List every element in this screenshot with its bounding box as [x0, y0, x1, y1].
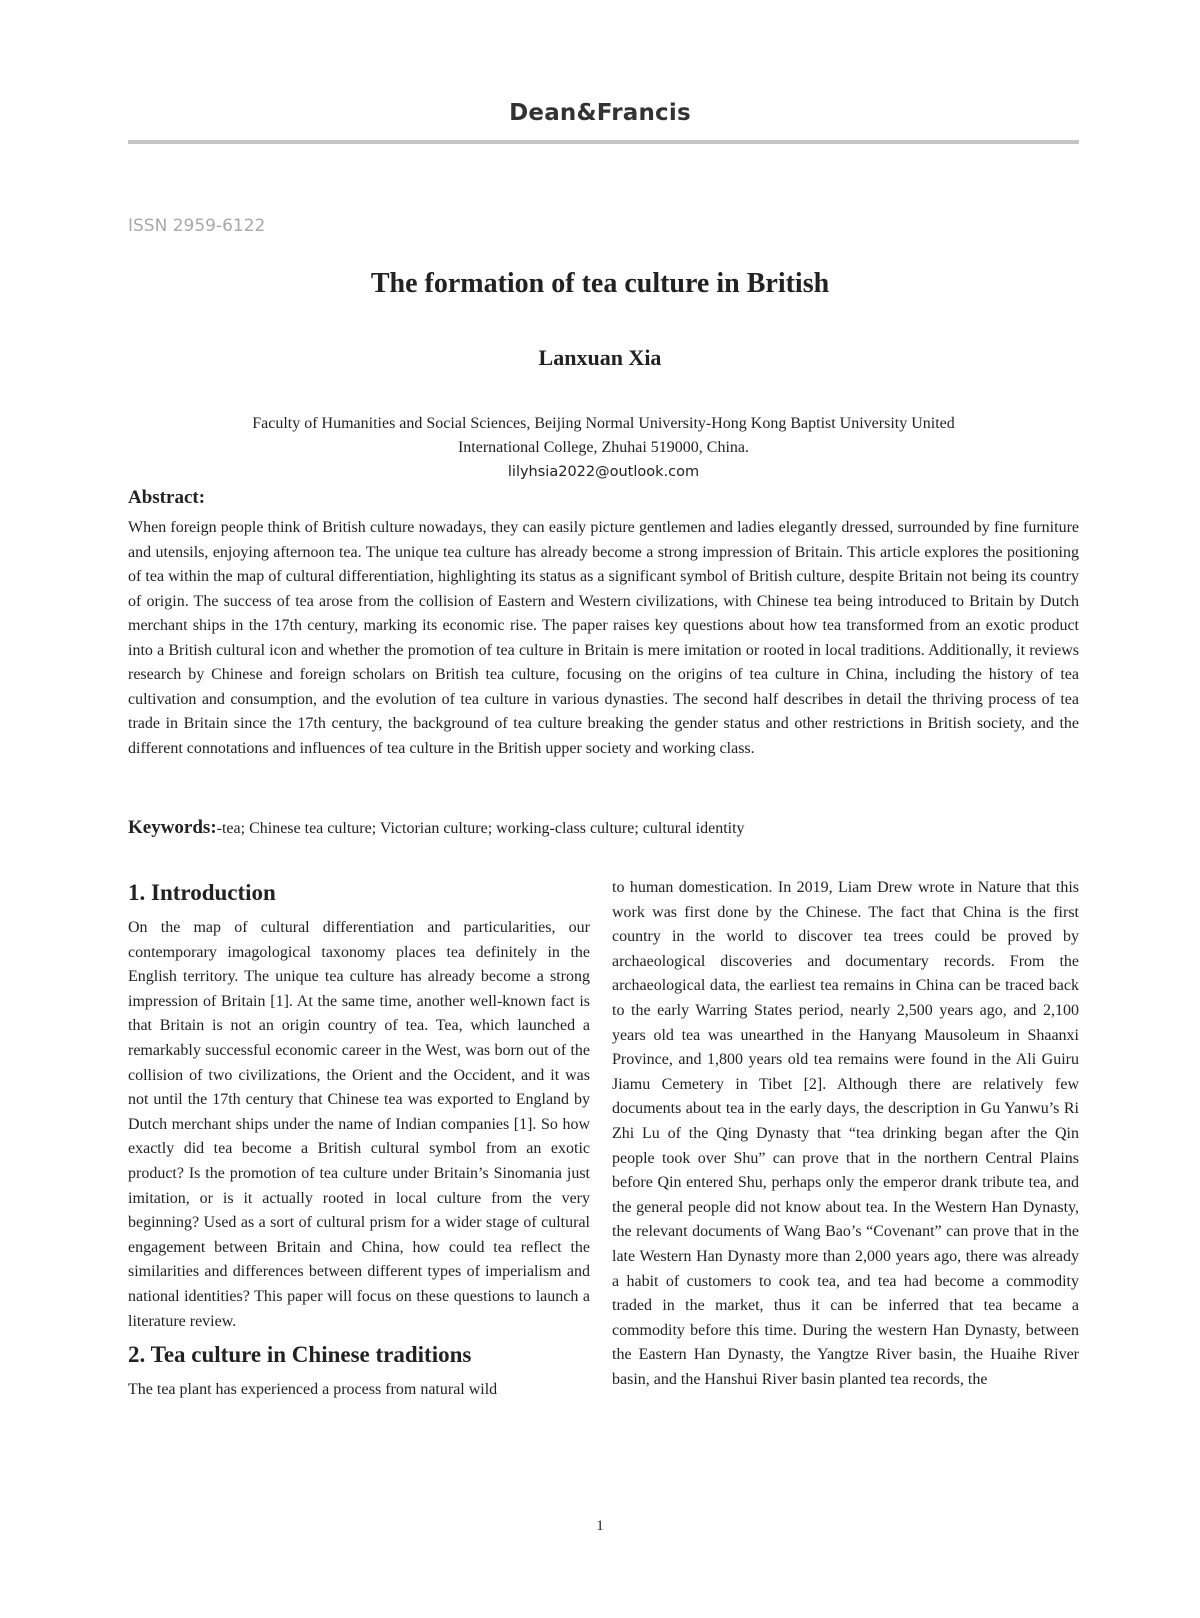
publisher-logo: Dean&Francis	[509, 100, 691, 126]
keywords	[128, 817, 1079, 839]
keywords-text: -tea; Chinese tea culture; Victorian culture; working-class culture; cultural identity	[216, 820, 745, 837]
introduction-text: On the map of cultural differentiation and particularities, our contemporary imagological taxonomy places tea definitely in the English territory. The unique tea culture has already become a strong impression of Britain [1]. At the same time, another well-known fact is that Britain is not an origin country of tea. Tea, which launched a remarkably successful economic career in the West, was born out of the collision of two civilizations, the Orient and the Occident, and it was not until the 17th century that Chinese tea was exported to England by Dutch merchant ships under the name of Indian companies [1]. So how exactly did tea become a British cultural symbol from an exotic product? Is the promotion of tea culture under Britain’s Sinomania just imitation, or is it actually rooted in local culture from the very beginning? Used as a sort of cultural prism for a wider stage of cultural engagement between Britain and China, how could tea reflect the similarities and differences between different types of imperialism and national identities? This paper will focus on these questions to launch a literature review.	[128, 919, 590, 1330]
author-email[interactable]: lilyhsia2022@outlook.com	[507, 464, 700, 480]
left-column	[128, 878, 590, 1403]
abstract-heading: Abstract:	[128, 487, 206, 508]
section-heading-introduction: 1. Introduction	[128, 880, 276, 905]
affiliation-line-2: International College, Zhuhai 519000, China.	[457, 439, 750, 456]
section2-text-continued: to human domestication. In 2019, Liam Drew wrote in Nature that this work was first done by the Chinese. The fact that China is the first country in the world to discover tea trees could be proved by archaeological discoveries and documentary records. From the archaeological data, the earliest tea remains in China can be traced back to the early Warring States period, nearly 2,500 years ago, and 2,100 years old tea was unearthed in the Hanyang Mausoleum in Shaanxi Province, and 1,800 years old tea remains were found in the Ali Guiru Jiamu Cemetery in Tibet [2]. Although there are relatively few documents about tea in the early days, the description in Gu Yanwu’s Ri Zhi Lu of the Qing Dynasty that “tea drinking began after the Qin people took over Shu” can prove that in the northern Central Plains before Qin entered Shu, perhaps only the emperor drank tribute tea, and the general people did not know about tea. In the Western Han Dynasty, the relevant documents of Wang Bao’s “Covenant” can prove that in the late Western Han Dynasty more than 2,000 years ago, there was already a habit of customers to cook tea, and tea had become a commodity traded in the market, thus it can be inferred that tea became a commodity before this time. During the western Han Dynasty, between the Eastern Han Dynasty, the Yangtze River basin, the Huaihe River basin, and the Hanshui River basin planted tea records, the	[612, 879, 1079, 1388]
right-column	[612, 876, 1079, 1392]
paper-title: The formation of tea culture in British	[370, 268, 830, 299]
section2-text-start: The tea plant has experienced a process from natural wild	[128, 1381, 498, 1399]
header-rule	[128, 140, 1079, 144]
author-name: Lanxuan Xia	[538, 345, 662, 370]
keywords-heading: Keywords:	[128, 817, 217, 838]
affiliation-line-1: Faculty of Humanities and Social Sciences, Beijing Normal University-Hong Kong Baptist University United	[252, 415, 955, 432]
issn-label: ISSN 2959-6122	[128, 216, 266, 236]
section-heading-tea-culture: 2. Tea culture in Chinese traditions	[128, 1342, 472, 1368]
abstract-text: When foreign people think of British culture nowadays, they can easily picture gentlemen and ladies elegantly dressed, surrounded by fine furniture and utensils, enjoying afternoon tea. The unique tea culture has already become a strong impression of Britain. This article explores the positioning of tea within the map of cultural differentiation, highlighting its status as a significant symbol of British culture, despite Britain not being its country of origin. The success of tea arose from the collision of Eastern and Western civilizations, with Chinese tea being introduced to Britain by Dutch merchant ships in the 17th century, marking its economic rise. The paper raises key questions about how tea transformed from an exotic product into a British cultural icon and whether the promotion of tea culture in Britain is mere imitation or rooted in local traditions. Additionally, it reviews research by Chinese and foreign scholars on British tea culture, focusing on the origins of tea culture in China, including the history of tea cultivation and consumption, and the evolution of tea culture in various dynasties. The second half describes in detail the thriving process of tea trade in Britain since the 17th century, the background of tea culture breaking the gender status and other restrictions in British society, and the different connotations and influences of tea culture in the British upper society and working class.	[128, 519, 1079, 757]
affiliation	[128, 412, 1079, 484]
page-number: 1	[596, 1518, 604, 1534]
